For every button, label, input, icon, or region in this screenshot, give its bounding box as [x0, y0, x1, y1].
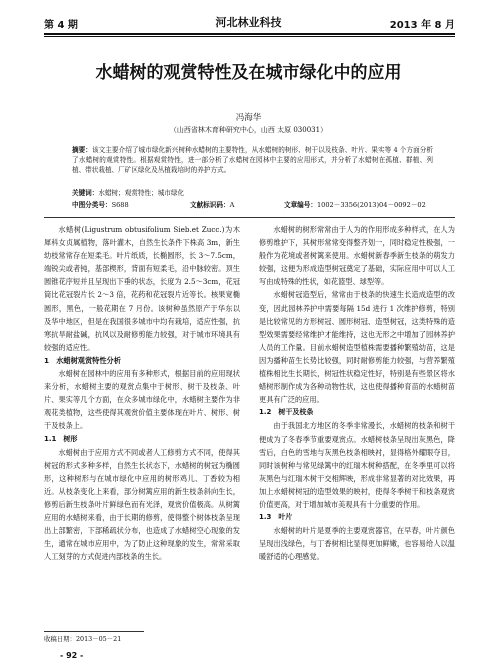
clc-label: 中图分类号： — [72, 201, 112, 209]
subsection-heading-1-1: 1.1 树形 — [44, 434, 78, 443]
left-column — [44, 223, 240, 563]
subsection-1-1-paragraph: 水蜡树由于应用方式不同或者人工修剪方式不同，使得其树冠的形式多种多样，自然生长状态下，水蜡树的树冠为椭圆形，这种树形与在城市绿化中应用的树形鸡儿、丁香较为相近。从枝条变化上来看，部分树篱应用的新生枝条斜向生长，修剪后新生枝条叶片鲜绿色而有光泽，观赏价值极高。从树篱应用的水蜡树来看，由于长期的修剪，使得整个树体枝条呈现出上部繁密，下部稀疏状分布，也造成了水蜡树空心现象的发生，通常在城市应用中，为了防止这种现象的发生，常常采取人工刻芽的方式促进内部枝条的生长。 — [44, 447, 240, 562]
header-rule-thin — [44, 36, 455, 37]
subsection-1-3-paragraph: 水蜡树的叶片是夏季的主要观赏器官，在早春，叶片颜色呈现出浅绿色，与丁香树相比显得更加鲜嫩，也容易给人以温暖舒适的心理感觉。 — [259, 526, 455, 562]
page-number: - 92 - — [60, 651, 84, 660]
doc-code-label: 文献标识码： — [190, 201, 230, 209]
journal-name: 河北林业科技 — [215, 16, 282, 29]
article-no-label: 文章编号： — [284, 201, 317, 209]
running-header — [0, 0, 497, 30]
issue-number: 第 4 期 — [44, 20, 78, 31]
keywords-label: 关键词： — [72, 189, 99, 197]
publication-date: 2013 年 8 月 — [389, 20, 455, 31]
subsection-heading-1-3: 1.3 叶片 — [259, 513, 293, 522]
subsection-heading-1-2: 1.2 树干及枝条 — [259, 408, 314, 417]
clc-value: S688 — [111, 201, 129, 209]
intro-paragraph: 水蜡树(Ligustrum obtusifolium Sieb.et Zucc.)为木犀科女贞属植物，落叶灌木，自然生长条件下株高 3m，新生幼枝常常存在短柔毛。叶片纸质，长椭圆形，长 3～7.5cm，端锐尖或者钝，基部楔形，背面有短柔毛，沿中脉较密。顶生圆锥花序短并且呈现出下垂的状态，长度为 2.5～3cm，花冠筒比花冠裂片长 2～3 倍，花药和花冠裂片近等长。核果宽椭圆形，黑色，一般花期在 7 月份。该树种虽然原产于华东以及华中地区，但是在我国很多城市中均有栽培，适应性强，抗寒抗旱耐盐碱，抗风以及耐修剪能力较强，对于城市环境具有较强的适应性。 — [44, 225, 240, 352]
abstract-label: 摘要： — [72, 146, 92, 154]
article-no-value: 1002－3356(2013)04－0092－02 — [316, 201, 426, 209]
pruning-paragraph: 水蜡树冠造型后，常常由于枝条的快速生长造成造型的改变，因此园林养护中需要每隔 15d 进行 1 次维护修剪，特别是比较常见的方形树冠、圆形树冠、造型树冠，这类特殊的造型效果需要经常维护才能维持，这也无形之中增加了园林养护人员的工作量。目前水蜡树造型植株需要播种繁殖幼苗，这是因为播种苗生长势比较强，同时耐修剪能力较强，与营养繁殖植株相比生长期长，树冠性状稳定性好，特别是有些景区将水蜡树形制作成为各种动物性状，这也使得播种育苗的水蜡树苗更具有广泛的应用。 — [259, 290, 455, 405]
classification-row — [72, 200, 433, 210]
received-date: 收稿日期：2013－05－21 — [44, 635, 122, 643]
right-column — [259, 223, 455, 563]
subsection-1-2-paragraph: 由于我国北方地区的冬季非常漫长，水蜡树的枝条和树干便成为了冬春季节重要观赏点。水蜡树枝条呈现出灰黑色，降雪后，白色的雪地与灰黑色枝条相映衬，显得格外耀眼夺目，同时该树种与常见绿篱中的红瑞木树种搭配，在冬季里可以将灰黑色与红瑞木树干交相辉映，形成非常显著的对比效果，再加上水蜡树树冠的造型效果的映衬，使得冬季树干和枝条观赏价值更高，对于增加城市美观具有十分重要的作用。 — [259, 421, 455, 509]
abstract-text: 该文主要介绍了城市绿化新兴树种水蜡树的主要特性，从水蜡树的树形、树干以及枝条、叶片、果实等 4 个方面分析了水蜡树的观赏特性。根据观赏特性，进一部分析了水蜡树在园林中主要的应用形式，并分析了水蜡树在孤植、群植、列植、带状栽植、厂矿区绿化及丛植栽培时的养护方式。 — [72, 146, 434, 174]
doc-code-value: A — [229, 201, 235, 209]
doc-code-item — [190, 200, 284, 210]
keywords-text: 水蜡树；观赏特性；城市绿化 — [98, 189, 185, 197]
article-no-item — [284, 200, 426, 210]
tree-form-paragraph: 水蜡树的树形常常由于人为的作用形成多种样式，在人为修剪维护下，其树形常常变得整齐划一，同时稳定性极强，一般作为花境或者树篱来使用。水蜡树新春季新生枝条的萌发力较强，这便为形成造型树冠奠定了基础，实际应用中可以人工写由成特殊的性状，如花篮型、球型等。 — [259, 225, 455, 287]
keywords — [72, 188, 433, 198]
abstract — [72, 145, 433, 175]
author-affiliation: （山西省林木育种研究中心，山西 太原 030031） — [169, 126, 328, 134]
clc-item — [72, 200, 190, 210]
section-1-paragraph: 水蜡树在园林中的应用有多种形式，根据目前的应用现状来分析，水蜡树主要的观赏点集中于树形、树干及枝条、叶片、果实等几个方面，在众多城市绿化中，水蜡树主要作为非观花类植物，这些使得其观赏价值主要体现在叶片、树形、树干及枝条上。 — [44, 369, 240, 431]
author-name: 冯海华 — [235, 113, 262, 123]
header-rule-thick — [44, 33, 455, 35]
article-title: 水蜡树的观赏特性及在城市绿化中的应用 — [95, 63, 402, 83]
section-separator — [44, 217, 455, 218]
footnote-rule — [44, 631, 144, 632]
section-heading-1: 1 水蜡树观赏特性分析 — [44, 355, 121, 365]
